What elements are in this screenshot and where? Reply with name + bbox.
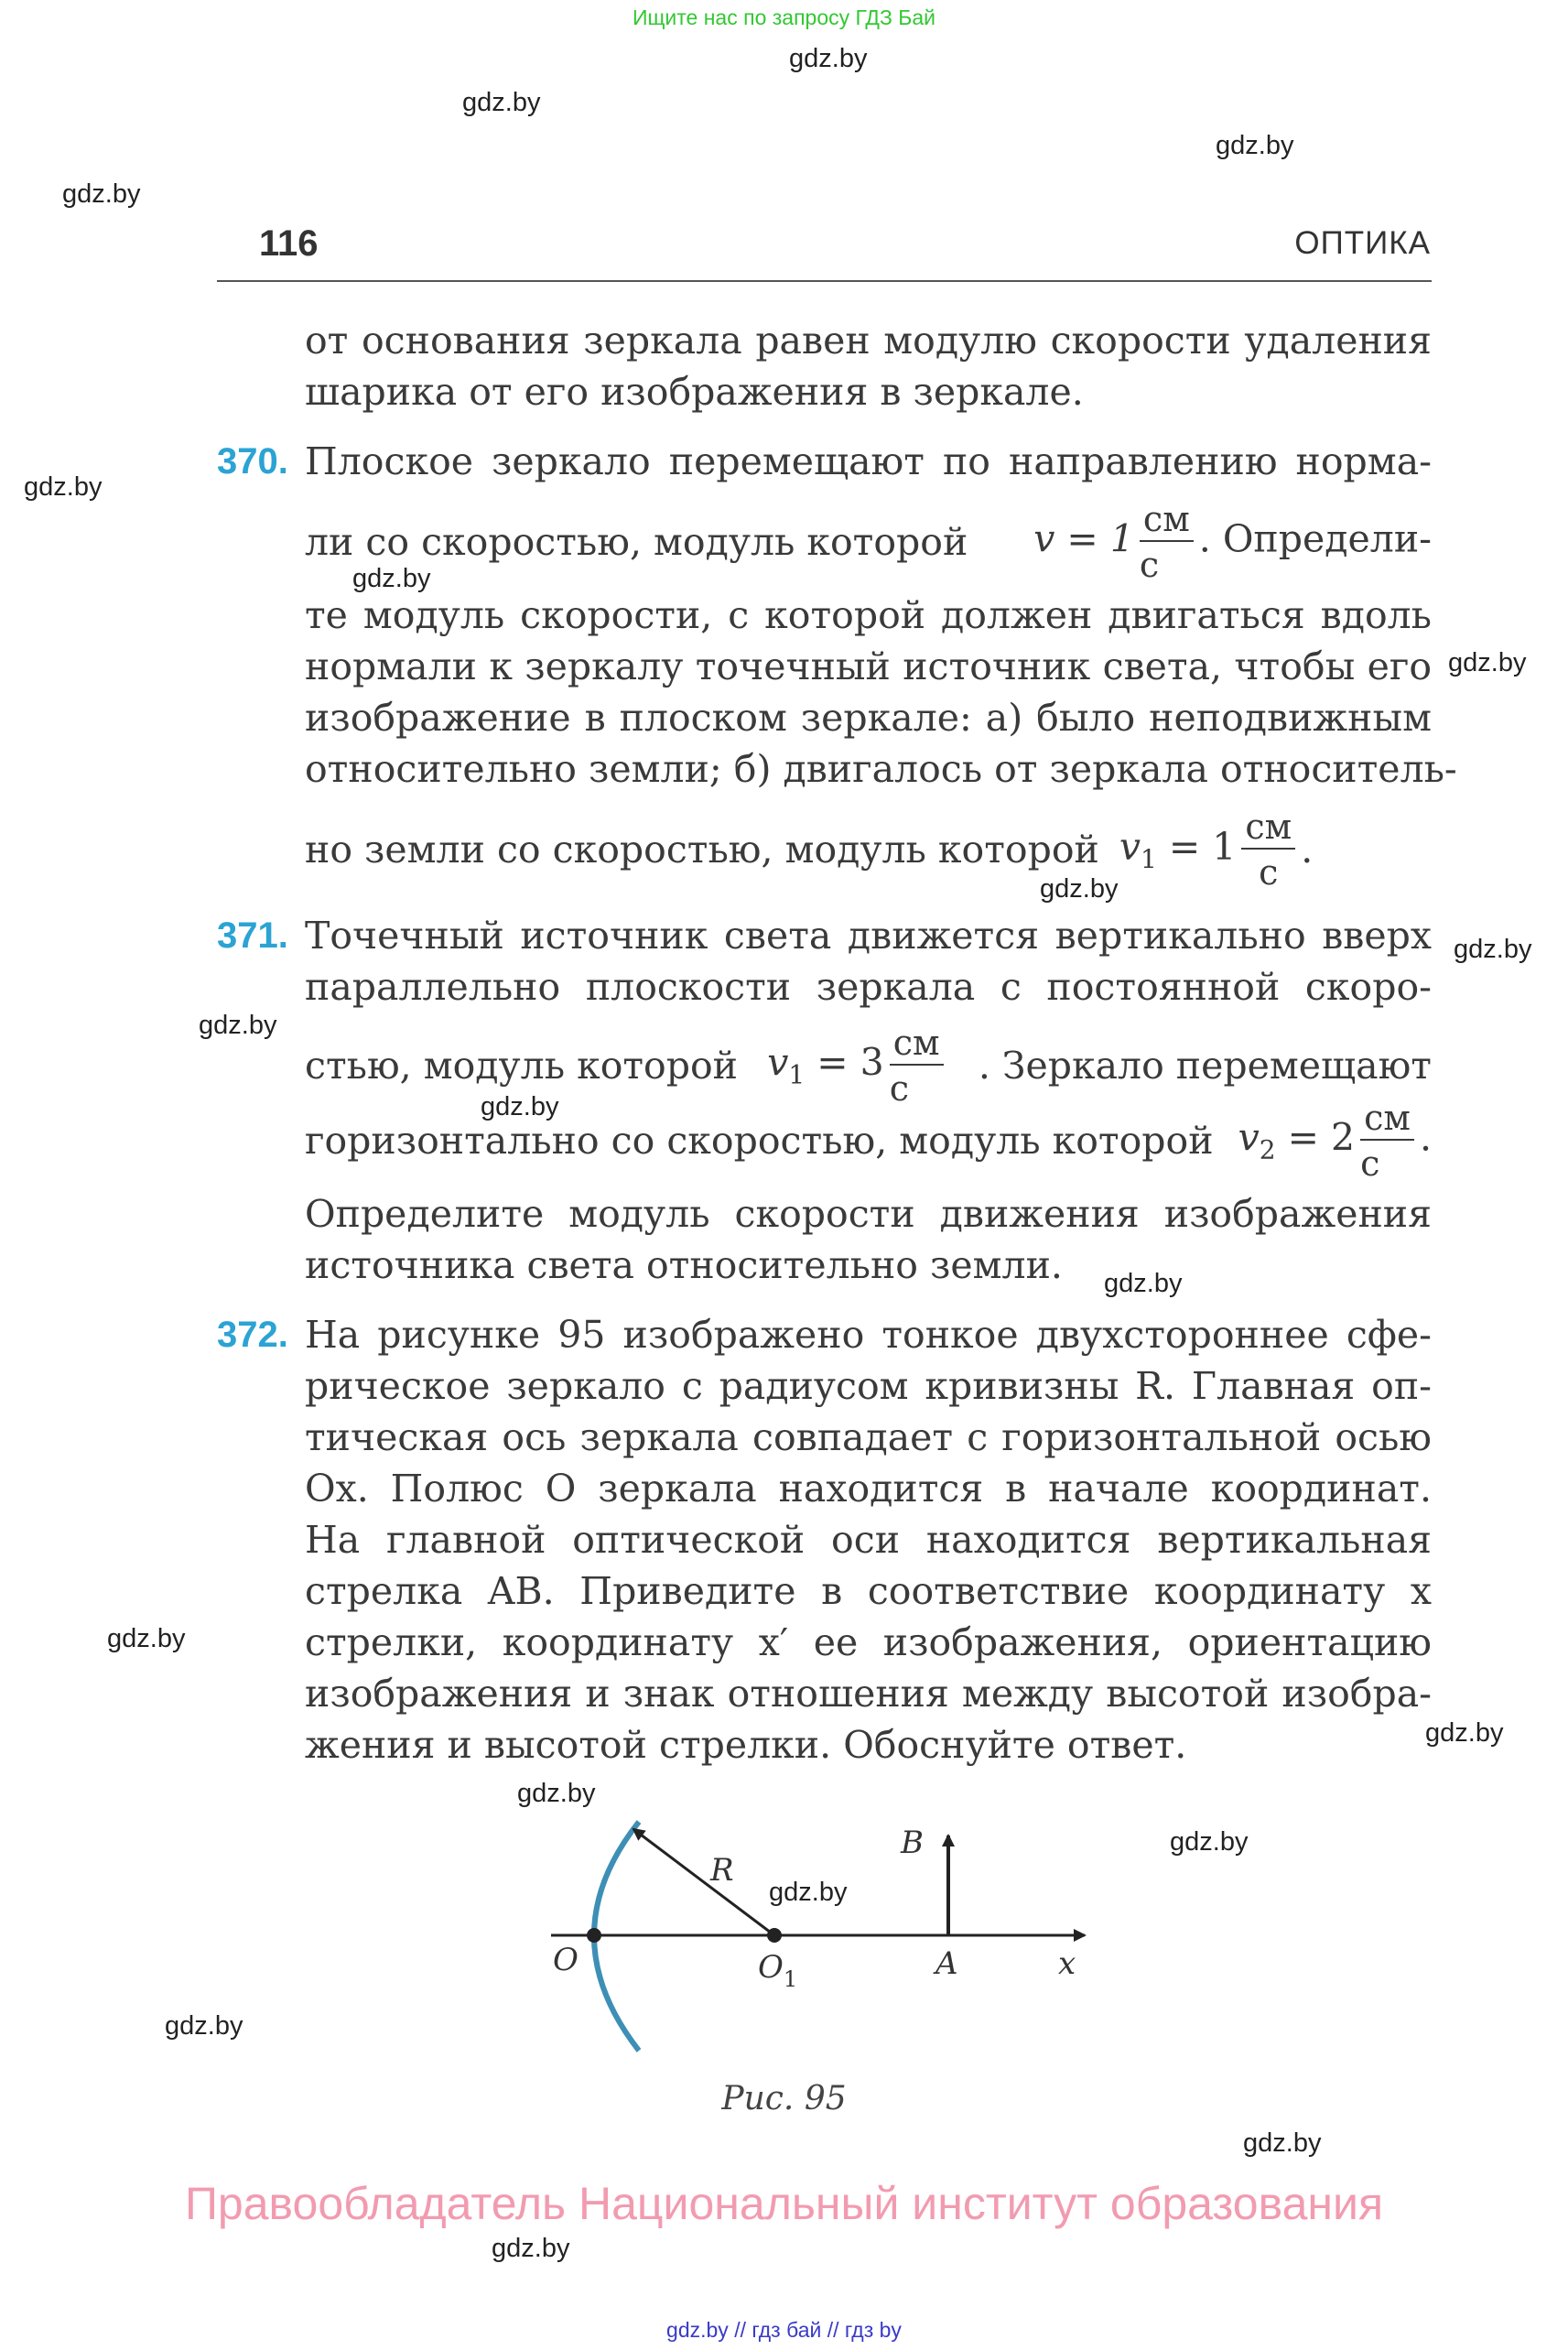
radius-arrow [633,1829,774,1935]
text-line: шарика от его изображения в зеркале. [305,370,1084,414]
text-segment: . Определи- [1198,516,1432,561]
text-line: стрелка AB. Приведите в соответствие координату x [305,1569,1432,1613]
text-segment: но земли со скоростью, модуль которой [305,828,1099,872]
watermark: gdz.by [1454,935,1532,964]
text-line: На главной оптической оси находится вертикальная [305,1518,1432,1562]
unit-denominator: с [1259,852,1279,893]
problem-number-371: 371. [217,915,288,956]
page-number: 116 [259,223,319,264]
unit-fraction [1241,807,1295,893]
watermark: gdz.by [1425,1718,1504,1748]
unit-fraction [1360,1098,1414,1184]
watermark: gdz.by [165,2011,243,2041]
watermark: gdz.by [481,1092,559,1121]
label-a: A [935,1945,958,1982]
text-line: от основания зеркала равен модулю скорости удаления [305,319,1432,363]
formula-var: v [767,1040,789,1085]
problem-number-372: 372. [217,1315,288,1355]
label-r: R [710,1852,734,1889]
text-line: нормали к зеркалу точечный источник света, чтобы его [305,644,1432,688]
formula [1033,499,1432,585]
header-rule [217,280,1432,282]
watermark: gdz.by [1243,2128,1322,2158]
text-line: На рисунке 95 изображено тонкое двухстороннее сфе- [305,1313,1432,1357]
formula [1119,825,1237,874]
label-o1 [758,1949,797,1992]
label-x: x [1058,1945,1076,1982]
formula-sub: 1 [788,1059,806,1090]
text-line-formula [305,802,1313,897]
watermark: gdz.by [769,1878,848,1907]
text-segment: ли со скоростью, модуль которой [305,519,968,564]
watermark: gdz.by [1170,1827,1249,1857]
formula-var: v [1238,1115,1260,1160]
label-o1-sub: 1 [783,1966,798,1992]
label-o: O [553,1942,579,1978]
text-line: Плоское зеркало перемещают по направлению норма- [305,439,1432,483]
text-segment: стью, модуль которой [305,1043,739,1088]
text-line: рическое зеркало с радиусом кривизны R. Главная оп- [305,1364,1432,1408]
watermark: gdz.by [1040,874,1119,904]
watermark: gdz.by [1104,1269,1183,1298]
formula-value: v = 1 [1033,516,1134,561]
watermark: gdz.by [492,2234,570,2263]
label-o1-main: O [758,1949,784,1986]
text-line: изображения и знак отношения между высотой изобра- [305,1672,1432,1716]
text-line: тическая ось зеркала совпадает с горизонтальной осью [305,1415,1432,1459]
formula-var: v [1119,824,1141,869]
watermark: gdz.by [789,44,868,73]
formula-sub: 1 [1141,844,1157,875]
problem-number-370: 370. [217,441,288,482]
watermark: gdz.by [1216,131,1294,160]
watermark: gdz.by [199,1011,277,1040]
watermark: gdz.by [1448,648,1527,677]
unit-denominator: с [1360,1143,1380,1184]
unit-numerator: см [1360,1100,1414,1141]
watermark: gdz.by [462,88,541,117]
text-line: изображение в плоском зеркале: а) было неподвижным [305,696,1432,740]
text-line: стрелки, координату x′ ее изображения, ориентацию [305,1620,1432,1664]
text-line: Точечный источник света движется вертикально вверх [305,914,1432,958]
text-line-formula [305,494,1432,590]
unit-denominator: с [889,1068,910,1109]
pole-point [587,1928,601,1943]
unit-fraction [1139,499,1194,585]
formula-eq: = 2 [1275,1115,1356,1160]
text-segment: . [1301,828,1314,872]
footer-links[interactable]: gdz.by // гдз бай // гдз by [666,2318,902,2342]
watermark: gdz.by [352,564,431,593]
watermark: gdz.by [24,472,103,502]
top-banner[interactable]: Ищите нас по запросу ГДЗ Бай [632,5,936,29]
formula-sub: 2 [1259,1134,1276,1165]
formula [1238,1098,1432,1184]
text-line: те модуль скорости, с которой должен двигаться вдоль [305,593,1432,637]
unit-denominator: с [1139,545,1160,585]
text-line: Определите модуль скорости движения изображения [305,1192,1432,1236]
watermark: gdz.by [517,1779,596,1808]
text-segment: . [1419,1115,1432,1160]
center-point [767,1928,782,1943]
text-line: жения и высотой стрелки. Обоснуйте ответ. [305,1723,1187,1767]
watermark: gdz.by [107,1624,186,1653]
formula-eq: = 3 [805,1040,884,1085]
text-segment: . Зеркало перемещают [978,1043,1432,1088]
copyright-notice: Правообладатель Национальный институт образования [184,2178,1384,2229]
formula-eq: = 1 [1156,824,1237,869]
text-line: Ox. Полюс O зеркала находится в начале координат. [305,1467,1432,1511]
figure-95 [513,1794,1117,2069]
running-head: ОПТИКА [1294,225,1431,261]
text-line: источника света относительно земли. [305,1243,1063,1287]
label-b: B [901,1825,924,1861]
text-line: относительно земли; б) двигалось от зеркала относитель- [305,747,1457,791]
text-line-formula [305,1093,1432,1188]
unit-numerator: см [1140,502,1194,542]
text-segment: горизонтально со скоростью, модуль которой [305,1118,1214,1163]
text-line: параллельно плоскости зеркала с постоянной скоро- [305,965,1432,1009]
watermark: gdz.by [62,179,141,209]
figure-caption: Рис. 95 [721,2080,847,2117]
unit-numerator: см [890,1025,944,1066]
unit-numerator: см [1241,809,1295,850]
